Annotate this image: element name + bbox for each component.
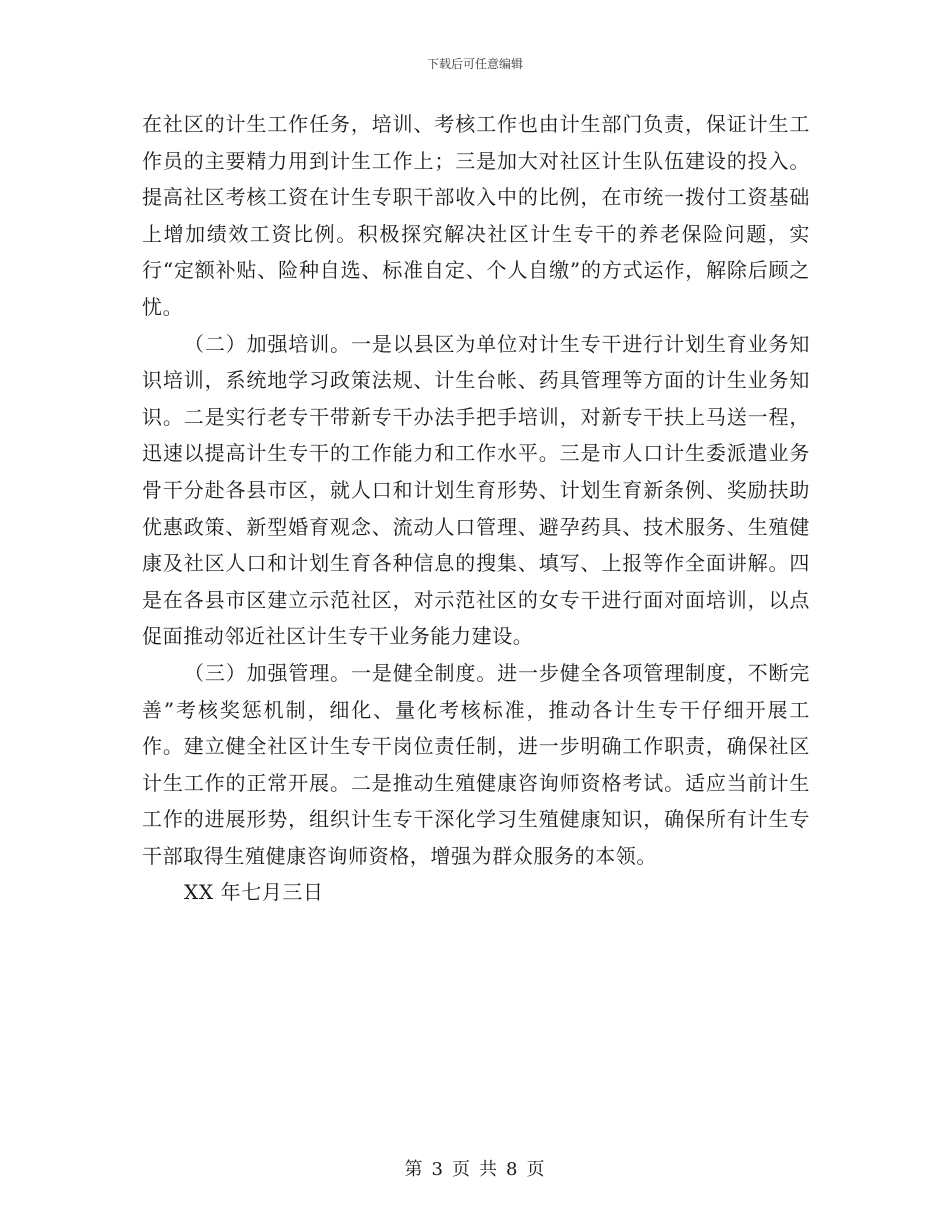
paragraph-training: （二）加强培训。一是以县区为单位对计生专干进行计划生育业务知识培训，系统地学习政策法规、计生台帐、药具管理等方面的计生业务知识。二是实行老专干带新专干办法手把手培训，对新专干扶上马送一程，迅速以提高计生专干的工作能力和工作水平。三是市人口计生委派遣业务骨干分赴各县市区，就人口和计划生育形势、计划生育新条例、奖励扶助优惠政策、新型婚育观念、流动人口管理、避孕药具、技术服务、生殖健康及社区人口和计划生育各种信息的搜集、填写、上报等作全面讲解。四是在各县市区建立示范社区，对示范社区的女专干进行面对面培训，以点促面推动邻近社区计生专干业务能力建设。: [142, 331, 810, 649]
page-footer: [0, 1155, 950, 1181]
document-date: XX 年七月三日: [184, 880, 324, 905]
paragraph-management: （三）加强管理。一是健全制度。进一步健全各项管理制度，不断完善”考核奖惩机制，细化、量化考核标准，推动各计生专干仔细开展工作。建立健全社区计生专干岗位责任制，进一步明确工作职责，确保社区计生工作的正常开展。二是推动生殖健康咨询师资格考试。适应当前计生工作的进展形势，组织计生专干深化学习生殖健康知识，确保所有计生专干部取得生殖健康咨询师资格，增强为群众服务的本领。: [142, 660, 810, 868]
footer-label-gong: 共: [479, 1159, 498, 1180]
page-header: 下载后可任意编辑: [426, 57, 523, 71]
page-number: 3: [431, 1159, 444, 1180]
page-total: 8: [506, 1159, 519, 1180]
footer-label-ye: 页: [452, 1159, 471, 1180]
footer-label-ye-2: 页: [526, 1159, 546, 1180]
document-body: [142, 106, 810, 911]
paragraph-continuation: 在社区的计生工作任务，培训、考核工作也由计生部门负责，保证计生工作员的主要精力用到计生工作上；三是加大对社区计生队伍建设的投入。提高社区考核工资在计生专职干部收入中的比例，在市统一拨付工资基础上增加绩效工资比例。积极探究解决社区计生专干的养老保险问题，实行“定额补贴、险种自选、标准自定、个人自缴”的方式运作，解除后顾之忧。: [142, 112, 810, 319]
footer-label-di: 第: [404, 1159, 424, 1180]
